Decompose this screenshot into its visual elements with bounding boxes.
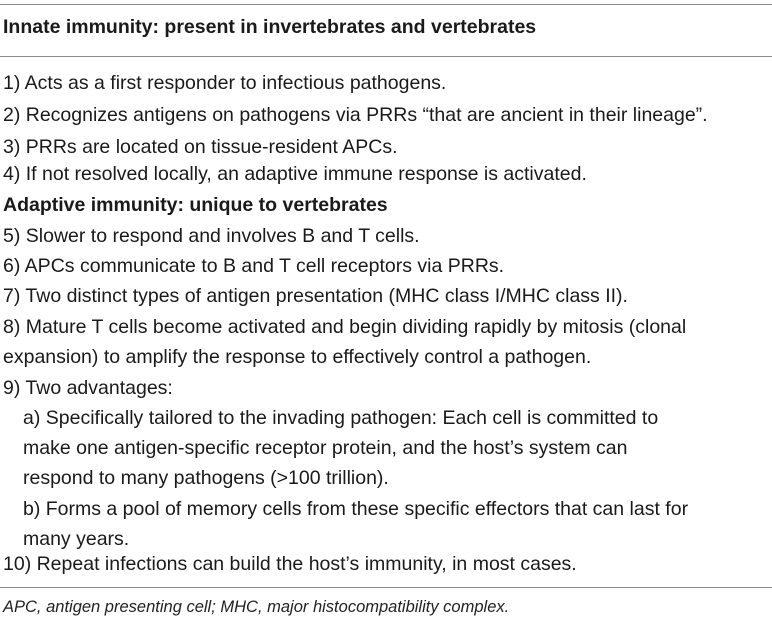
innate-item-2: 2) Recognizes antigens on pathogens via PRRs “that are ancient in their lineage”. [3,104,708,126]
adaptive-item-8-line-1: 8) Mature T cells become activated and begin dividing rapidly by mitosis (clonal [3,316,687,338]
table-bottom-rule [0,587,772,588]
table-top-rule [0,4,772,5]
adaptive-item-6: 6) APCs communicate to B and T cell receptors via PRRs. [3,255,505,277]
innate-item-4: 4) If not resolved locally, an adaptive immune response is activated. [3,163,587,185]
adaptive-item-9b-line-2: many years. [23,528,130,550]
innate-item-1: 1) Acts as a first responder to infectious pathogens. [3,72,447,94]
adaptive-item-7: 7) Two distinct types of antigen presentation (MHC class I/MHC class II). [3,285,628,307]
adaptive-item-9a-line-1: a) Specifically tailored to the invading pathogen: Each cell is committed to [23,407,659,429]
adaptive-item-9b-line-1: b) Forms a pool of memory cells from these specific effectors that can last for [23,498,689,520]
adaptive-immunity-heading: Adaptive immunity: unique to vertebrates [3,194,388,216]
innate-immunity-heading: Innate immunity: present in invertebrates and vertebrates [3,16,537,38]
table-footnote: APC, antigen presenting cell; MHC, major histocompatibility complex. [3,598,510,616]
header-separator-rule [0,56,772,57]
adaptive-item-8-line-2: expansion) to amplify the response to effectively control a pathogen. [3,346,592,368]
adaptive-item-5: 5) Slower to respond and involves B and T cells. [3,225,420,247]
adaptive-item-9: 9) Two advantages: [3,377,173,399]
adaptive-item-9a-line-2: make one antigen-specific receptor protein, and the host’s system can [23,437,628,459]
adaptive-item-10: 10) Repeat infections can build the host’s immunity, in most cases. [3,553,577,575]
adaptive-item-9a-line-3: respond to many pathogens (>100 trillion). [23,467,389,489]
innate-item-3: 3) PRRs are located on tissue-resident APCs. [3,136,398,158]
